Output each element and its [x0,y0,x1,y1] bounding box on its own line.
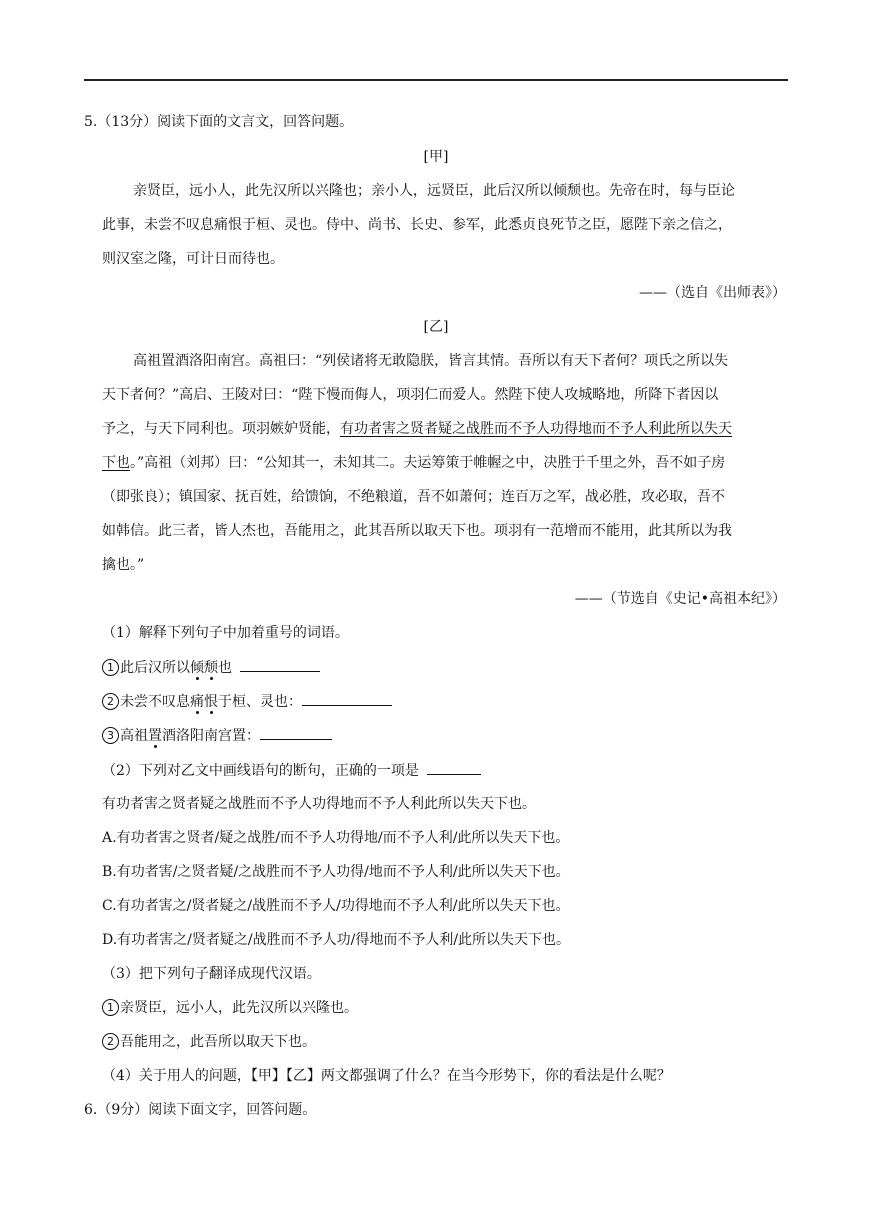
option-d: D.有功者害之/贤者疑之/战胜而不予人功/得地而不予人利/此所以失天下也。 [102,932,571,948]
item-text: 也 [218,660,232,676]
sub-question-1-item [102,657,320,678]
sub-question-3-item [102,1032,316,1052]
header-rule [84,79,788,81]
passage-yi-text: 。”高祖（刘邦）曰：“公知其一，未知其二。夫运筹策于帷幄之中，决胜于千里之外，吾不如子房 [130,455,726,471]
passage-yi-line [102,419,732,439]
passage-jia-line: 此事，未尝不叹息痛恨于桓、灵也。侍中、尚书、长史、参军，此悉贞良死节之臣，愿陛下亲之信之， [102,217,732,233]
passage-yi-line: 高祖置酒洛阳南宫。高祖曰：“列侯诸将无敢隐朕，皆言其情。吾所以有天下者何？项氏之所以失 [133,353,729,369]
circled-number: 3 [102,727,119,744]
item-text: 酒洛阳南宫置： [162,728,260,744]
passage-yi-line: （即张良）；镇国家、抚百姓，给馈饷，不绝粮道，吾不如萧何；连百万之军，战必胜，攻必取，吾不 [102,489,725,505]
item-text: 吾能用之，此吾所以取天下也。 [120,1034,316,1050]
passage-yi-line: 如韩信。此三者，皆人杰也，吾能用之，此其吾所以取天下也。项羽有一范增而不能用，此其所以为我 [102,523,732,539]
passage-yi-line: 天下者何？”高启、王陵对曰：“陛下慢而侮人，项羽仁而爱人。然陛下使人攻城略地，所降下者因以 [102,387,719,403]
passage-jia-line: 则汉室之隆，可计日而待也。 [102,251,284,267]
sub-question-1-item [102,725,332,746]
emphasized-char: 恨 [204,694,218,710]
sub-question-2-prompt [102,760,481,781]
question-6-header: 6.（9分）阅读下面文字，回答问题。 [84,1102,317,1118]
passage-yi-source: ——（节选自《史记•高祖本纪》） [574,591,786,607]
sub-question-4-prompt: （4）关于用人的问题，【甲】【乙】两文都强调了什么？在当今形势下，你的看法是什么呢？ [102,1068,671,1084]
passage-yi-text: 予之，与天下同利也。项羽嫉妒贤能， [102,421,340,437]
answer-blank[interactable] [302,691,392,706]
option-a: A.有功者害之贤者/疑之战胜/而不予人功得地/而不予人利/此所以失天下也。 [102,830,570,846]
item-text: 亲贤臣，远小人，此先汉所以兴隆也。 [120,1000,358,1016]
answer-blank[interactable] [260,725,332,740]
item-text: 于桓、灵也： [218,694,302,710]
item-text: 未尝不叹息 [120,694,190,710]
sub-question-1-prompt: （1）解释下列句子中加着重号的词语。 [102,625,349,641]
answer-blank[interactable] [427,760,481,775]
passage-yi-title: [乙] [423,319,449,335]
sub-question-3-prompt: （3）把下列句子翻译成现代汉语。 [102,966,321,982]
emphasized-char: 置 [148,728,162,744]
passage-jia-source: ——（选自《出师表》） [639,285,786,301]
underlined-sentence: 下也 [102,455,130,471]
sub-question-3-item [102,998,358,1018]
circled-number: 2 [102,693,119,710]
sub-question-2-sentence: 有功者害之贤者疑之战胜而不予人功得地而不予人利此所以失天下也。 [102,796,536,812]
circled-number: 1 [102,999,119,1016]
emphasized-char: 痛 [190,694,204,710]
passage-yi-line [102,453,725,473]
item-text: 此后汉所以 [120,660,190,676]
option-c: C.有功者害之/贤者疑之/战胜而不予人/功得地而不予人利/此所以失天下也。 [102,898,570,914]
passage-jia-title: [甲] [423,149,449,165]
underlined-sentence: 有功者害之贤者疑之战胜而不予人功得地而不予人利此所以失天 [340,421,732,437]
option-b: B.有功者害/之贤者疑/之战胜而不予人功得/地而不予人利/此所以失天下也。 [102,864,570,880]
emphasized-char: 倾 [190,660,204,676]
passage-yi-line: 擒也。” [102,557,145,573]
emphasized-char: 颓 [204,660,218,676]
prompt-text: （2）下列对乙文中画线语句的断句，正确的一项是 [102,763,419,779]
sub-question-1-item [102,691,392,712]
passage-jia-line: 亲贤臣，远小人，此先汉所以兴隆也；亲小人，远贤臣，此后汉所以倾颓也。先帝在时，每与臣论 [133,183,735,199]
circled-number: 1 [102,659,119,676]
item-text: 高祖 [120,728,148,744]
circled-number: 2 [102,1033,119,1050]
answer-blank[interactable] [240,657,320,672]
question-5-header: 5.（13分）阅读下面的文言文，回答问题。 [84,114,354,130]
